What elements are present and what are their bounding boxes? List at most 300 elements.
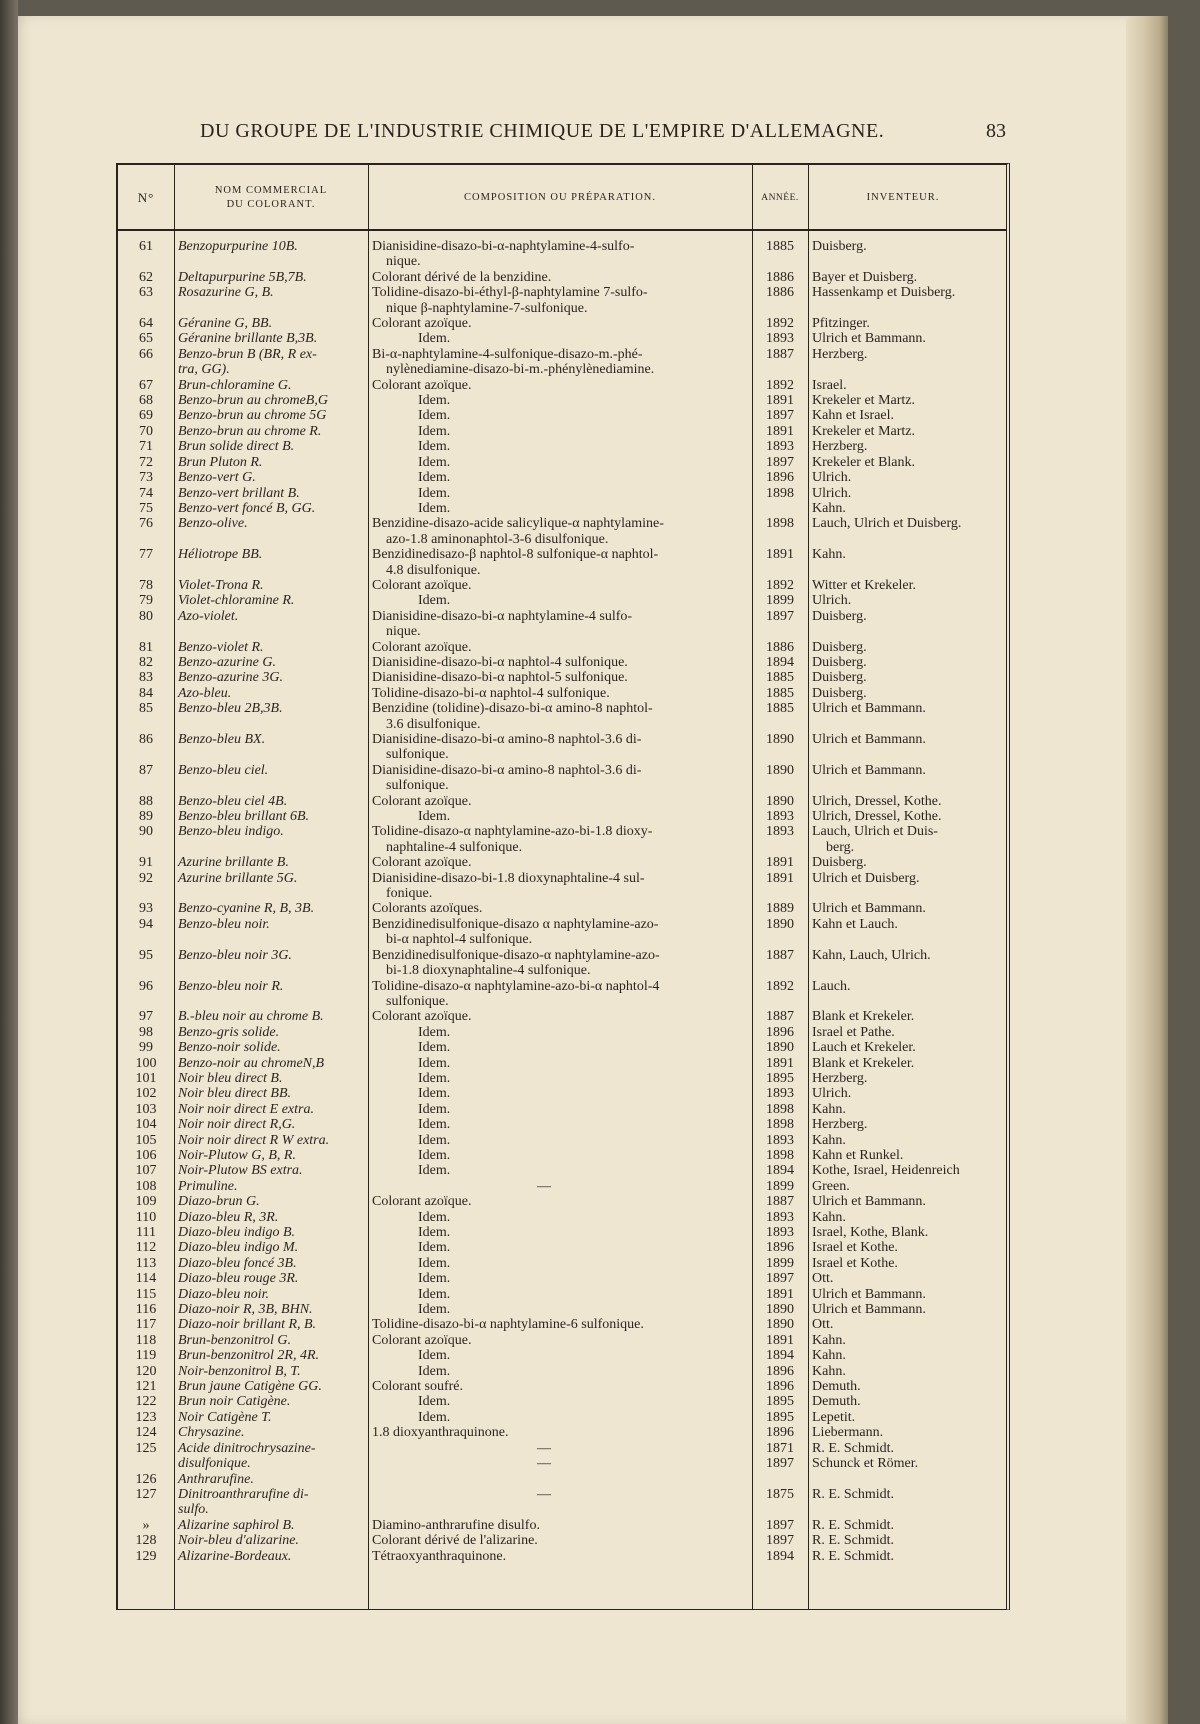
dye-name-line: Benzo-bleu noir R.: [178, 978, 284, 994]
dye-name: [174, 1302, 368, 1317]
table-row: [118, 1117, 1006, 1132]
inventor-line: Blank et Krekeler.: [812, 1055, 915, 1071]
year: [752, 501, 808, 516]
dye-name: [174, 670, 368, 685]
year-value: 1895: [766, 1070, 794, 1086]
composition-line: Idem.: [418, 1394, 451, 1410]
year: [752, 901, 808, 916]
year-value: 1886: [766, 639, 794, 655]
row-number: 64: [139, 316, 153, 332]
composition-line: Colorant azoïque.: [372, 377, 472, 393]
table-row: [118, 1102, 1006, 1117]
composition: [368, 1410, 752, 1425]
composition-line: sulfonique.: [386, 993, 449, 1009]
composition-line: Benzidine (tolidine)-disazo-bi-α amino-8 naphtol-: [372, 701, 653, 717]
composition: [368, 455, 752, 470]
dye-name-line: Diazo-bleu indigo M.: [178, 1240, 299, 1256]
table-row: [118, 917, 1006, 948]
year: [752, 316, 808, 331]
inventor: [808, 917, 998, 948]
table-row: [118, 1379, 1006, 1394]
composition-line: Idem.: [418, 1240, 451, 1256]
composition-line: Idem.: [418, 1348, 451, 1364]
table-row: [118, 1194, 1006, 1209]
year: [752, 1040, 808, 1055]
row-number: 72: [139, 454, 153, 470]
year: [752, 424, 808, 439]
table-row: [118, 239, 1006, 270]
row-number: 112: [135, 1240, 157, 1256]
dye-name: [174, 1317, 368, 1332]
year-value: 1899: [766, 1255, 794, 1271]
dye-name-line: Acide dinitrochrysazine-: [178, 1440, 316, 1456]
composition-line: Idem.: [418, 1286, 451, 1302]
dye-name: [174, 1364, 368, 1379]
composition: [368, 1194, 752, 1209]
table-row: [118, 593, 1006, 608]
dye-name-line: Diazo-bleu R, 3R.: [178, 1209, 279, 1225]
year: [752, 1240, 808, 1255]
composition-line: Idem.: [418, 1132, 451, 1148]
year: [752, 732, 808, 763]
composition-line: Idem.: [418, 1055, 451, 1071]
composition-line: nique β-naphtylamine-7-sulfonique.: [386, 300, 588, 316]
inventor-line: Ulrich.: [812, 1086, 852, 1102]
row-number: 67: [139, 377, 153, 393]
dye-name: [174, 347, 368, 378]
dye-name-line: Benzo-azurine G.: [178, 654, 276, 670]
row-number: 104: [135, 1117, 157, 1133]
composition-line: Tolidine-disazo-bi-éthyl-β-naphtylamine 7-sulfo-: [372, 285, 648, 301]
composition: [368, 1302, 752, 1317]
dye-name-line: Benzo-bleu BX.: [178, 732, 266, 747]
table-row: [118, 1009, 1006, 1024]
composition: [368, 408, 752, 423]
dye-name-line: Noir-Plutow BS extra.: [178, 1163, 303, 1179]
inventor: [808, 578, 998, 593]
inventor: [808, 393, 998, 408]
year: [752, 794, 808, 809]
row-number: 124: [135, 1425, 157, 1441]
composition: [368, 1117, 752, 1132]
row-number: 99: [139, 1040, 153, 1056]
year-value: 1893: [766, 1225, 794, 1240]
dye-name-line: Noir noir direct R,G.: [178, 1117, 296, 1133]
row-number: 120: [135, 1363, 157, 1379]
inventor: [808, 547, 998, 578]
inventor: [808, 1287, 998, 1302]
dye-name: [174, 1163, 368, 1178]
dye-name-line: Azurine brillante 5G.: [178, 870, 298, 886]
composition-line: Dianisidine-disazo-bi-α amino-8 naphtol-3.6 di-: [372, 732, 642, 747]
year-value: 1890: [766, 1302, 794, 1318]
dye-name-line: Benzo-gris solide.: [178, 1024, 280, 1040]
inventor: [808, 1302, 998, 1317]
inventor: [808, 347, 998, 378]
year: [752, 871, 808, 902]
inventor: [808, 794, 998, 809]
year: [752, 270, 808, 285]
year-value: 1887: [766, 1009, 794, 1025]
year: [752, 1394, 808, 1409]
year: [752, 609, 808, 640]
composition-line: Idem.: [418, 1209, 451, 1225]
composition-line: Idem.: [418, 454, 451, 470]
composition-line: Idem.: [418, 470, 451, 486]
row-number: 69: [139, 408, 153, 424]
year-value: 1898: [766, 1101, 794, 1117]
dye-name: [174, 1148, 368, 1163]
table-row: [118, 1225, 1006, 1240]
inventor-line: Kahn et Runkel.: [812, 1147, 904, 1163]
inventor: [808, 1086, 998, 1101]
row-number: 101: [135, 1070, 157, 1086]
inventor-line: R. E. Schmidt.: [812, 1486, 895, 1502]
dye-name: [174, 609, 368, 640]
year: [752, 378, 808, 393]
year-value: 1898: [766, 485, 794, 501]
year: [752, 1518, 808, 1533]
year-value: 1893: [766, 1209, 794, 1225]
row-number: 66: [139, 346, 153, 362]
composition: [368, 901, 752, 916]
dye-name-line: Benzo-noir solide.: [178, 1040, 281, 1056]
inventor: [808, 1102, 998, 1117]
table-row: [118, 1163, 1006, 1178]
dye-name: [174, 1194, 368, 1209]
dye-name: [174, 640, 368, 655]
composition: [368, 1256, 752, 1271]
inventor-line: berg.: [826, 839, 855, 855]
inventor: [808, 1148, 998, 1163]
row-number: 126: [135, 1471, 157, 1487]
composition-line: nylènediamine-disazo-bi-m.-phénylènediamine.: [386, 362, 655, 378]
table-row: [118, 871, 1006, 902]
year: [752, 439, 808, 454]
inventor-line: Ulrich et Bammann.: [812, 331, 926, 347]
composition-line: Colorant azoïque.: [372, 1332, 472, 1348]
row-number: 84: [139, 685, 153, 701]
composition-line: sulfonique.: [386, 778, 449, 794]
composition: [368, 640, 752, 655]
inventor: [808, 686, 998, 701]
dye-name-line: Benzo-olive.: [178, 516, 248, 532]
dye-name-line: Alizarine saphirol B.: [178, 1517, 295, 1533]
composition-line: —: [537, 1486, 551, 1502]
dye-name: [174, 578, 368, 593]
inventor-line: R. E. Schmidt.: [812, 1440, 895, 1456]
row-number: 79: [139, 593, 153, 609]
dye-name-line: Noir Catigène T.: [178, 1409, 272, 1425]
dye-name-line: B.-bleu noir au chrome B.: [178, 1009, 324, 1025]
composition: [368, 1394, 752, 1409]
year-value: 1890: [766, 762, 794, 778]
composition: [368, 316, 752, 331]
year: [752, 1025, 808, 1040]
dye-name: [174, 1518, 368, 1533]
header-inventor: INVENTEUR.: [866, 192, 940, 203]
row-number: 114: [135, 1271, 157, 1287]
composition: [368, 1009, 752, 1024]
row-number: 108: [135, 1178, 157, 1194]
dye-name: [174, 1333, 368, 1348]
dye-name-line: Diazo-bleu foncé 3B.: [178, 1255, 297, 1271]
composition: [368, 1364, 752, 1379]
year: [752, 1379, 808, 1394]
composition-line: bi-α naphtol-4 sulfonique.: [386, 932, 533, 948]
dye-name: [174, 979, 368, 1010]
inventor: [808, 1441, 998, 1472]
table-row: [118, 1133, 1006, 1148]
inventor: [808, 501, 998, 516]
inventor-line: Kahn.: [812, 500, 846, 516]
inventor-line: Duisberg.: [812, 639, 867, 655]
composition-line: Tolidine-disazo-α naphtylamine-azo-bi-1.8 dioxy-: [372, 824, 653, 840]
row-number: 129: [135, 1548, 157, 1564]
inventor: [808, 1364, 998, 1379]
table-row: [118, 824, 1006, 855]
table-row: [118, 470, 1006, 485]
composition-line: Dianisidine-disazo-bi-α-naphtylamine-4-sulfo-: [372, 239, 635, 254]
inventor: [808, 1040, 998, 1055]
composition: [368, 609, 752, 640]
year: [752, 1133, 808, 1148]
composition-line: —: [537, 1178, 551, 1194]
dye-name: [174, 1441, 368, 1472]
year: [752, 408, 808, 423]
dye-name: [174, 686, 368, 701]
year: [752, 1256, 808, 1271]
dye-name: [174, 1472, 368, 1487]
year: [752, 1549, 808, 1564]
inventor: [808, 1194, 998, 1209]
dye-name-line: Noir bleu direct B.: [178, 1070, 283, 1086]
composition: [368, 1148, 752, 1163]
table-row: [118, 1549, 1006, 1564]
composition-line: Idem.: [418, 809, 451, 825]
dye-name: [174, 331, 368, 346]
inventor: [808, 655, 998, 670]
dye-name-line: Chrysazine.: [178, 1425, 245, 1441]
row-number: 81: [139, 639, 153, 655]
year: [752, 1425, 808, 1440]
inventor: [808, 640, 998, 655]
row-number: 61: [139, 239, 153, 254]
table-row: [118, 948, 1006, 979]
year-value: 1887: [766, 346, 794, 362]
year: [752, 239, 808, 270]
year-value: 1896: [766, 1363, 794, 1379]
composition-line: Colorant dérivé de la benzidine.: [372, 269, 552, 285]
inventor: [808, 439, 998, 454]
composition-line: Idem.: [418, 500, 451, 516]
inventor-line: Israel.: [812, 377, 847, 393]
year: [752, 486, 808, 501]
inventor: [808, 1009, 998, 1024]
composition: [368, 871, 752, 902]
inventor: [808, 1518, 998, 1533]
table-row: [118, 1394, 1006, 1409]
composition-line: —: [537, 1456, 551, 1472]
table-row: [118, 331, 1006, 346]
composition-line: Colorant azoïque.: [372, 855, 472, 871]
inventor-line: Duisberg.: [812, 855, 867, 871]
row-number: 65: [139, 331, 153, 347]
inventor-line: Lauch et Krekeler.: [812, 1040, 916, 1056]
row-number: 75: [139, 500, 153, 516]
inventor-line: Pfitzinger.: [812, 316, 870, 332]
year: [752, 686, 808, 701]
table-row: [118, 486, 1006, 501]
inventor-line: Demuth.: [812, 1394, 861, 1410]
composition-line: Dianisidine-disazo-bi-α amino-8 naphtol-3.6 di-: [372, 762, 642, 778]
dye-name: [174, 1256, 368, 1271]
composition: [368, 1102, 752, 1117]
dye-name: [174, 1117, 368, 1132]
dye-name-line: Rosazurine G, B.: [178, 285, 274, 301]
row-number: 109: [135, 1194, 157, 1210]
year-value: 1894: [766, 1348, 794, 1364]
inventor-line: Ott.: [812, 1317, 834, 1333]
inventor-line: Herzberg.: [812, 1117, 868, 1133]
dye-name: [174, 1425, 368, 1440]
inventor-line: Ulrich et Bammann.: [812, 901, 926, 917]
inventor-line: Duisberg.: [812, 685, 867, 701]
inventor-line: Duisberg.: [812, 654, 867, 670]
composition-line: Idem.: [418, 1225, 451, 1240]
row-number: »: [142, 1517, 150, 1533]
composition-line: Idem.: [418, 1163, 451, 1179]
inventor: [808, 331, 998, 346]
year: [752, 516, 808, 547]
composition-line: Idem.: [418, 1024, 451, 1040]
row-number: 94: [139, 916, 153, 932]
year: [752, 1472, 808, 1487]
dye-name: [174, 1549, 368, 1564]
row-number: 110: [135, 1209, 157, 1225]
dye-name-line: Benzo-vert G.: [178, 470, 256, 486]
inventor-line: Schunck et Römer.: [812, 1456, 919, 1472]
year-value: 1897: [766, 1456, 794, 1472]
composition: [368, 470, 752, 485]
composition: [368, 501, 752, 516]
row-number: 90: [139, 824, 153, 840]
dye-name: [174, 794, 368, 809]
inventor: [808, 1179, 998, 1194]
dye-name-line: Noir bleu direct BB.: [178, 1086, 292, 1102]
inventor: [808, 1256, 998, 1271]
dye-name: [174, 1240, 368, 1255]
composition: [368, 763, 752, 794]
year: [752, 455, 808, 470]
year-value: 1891: [766, 1055, 794, 1071]
composition: [368, 393, 752, 408]
composition: [368, 1056, 752, 1071]
year-value: 1893: [766, 824, 794, 840]
row-number: 87: [139, 762, 153, 778]
year: [752, 285, 808, 316]
dye-name-line: Brun jaune Catigène GG.: [178, 1379, 322, 1395]
dye-name-line: Benzo-brun au chrome 5G: [178, 408, 327, 424]
year-value: 1892: [766, 577, 794, 593]
inventor-line: Ulrich et Bammann.: [812, 1286, 926, 1302]
inventor-line: Duisberg.: [812, 670, 867, 686]
year-value: 1891: [766, 423, 794, 439]
composition: [368, 948, 752, 979]
inventor-line: Kahn.: [812, 1132, 846, 1148]
row-number: 116: [135, 1302, 157, 1318]
inventor: [808, 1071, 998, 1086]
dye-name-line: Benzo-bleu brillant 6B.: [178, 809, 310, 825]
inventor: [808, 1533, 998, 1548]
year: [752, 1148, 808, 1163]
composition-line: Idem.: [418, 1271, 451, 1287]
dye-name: [174, 424, 368, 439]
composition: [368, 424, 752, 439]
row-number: 103: [135, 1101, 157, 1117]
composition-line: Idem.: [418, 1117, 451, 1133]
table-row: [118, 1333, 1006, 1348]
composition: [368, 1071, 752, 1086]
dye-name-line: Noir-bleu d'alizarine.: [178, 1533, 299, 1549]
year: [752, 809, 808, 824]
composition: [368, 1533, 752, 1548]
composition: [368, 1240, 752, 1255]
composition-line: Colorant azoïque.: [372, 639, 472, 655]
inventor-line: Kahn.: [812, 1348, 846, 1364]
dye-name-line: Brun-chloramine G.: [178, 377, 292, 393]
composition: [368, 486, 752, 501]
row-number: 70: [139, 423, 153, 439]
row-number: 119: [135, 1348, 157, 1364]
header-rule: [118, 229, 1006, 231]
inventor-line: R. E. Schmidt.: [812, 1517, 895, 1533]
dye-name: [174, 1410, 368, 1425]
composition-line: Bi-α-naphtylamine-4-sulfonique-disazo-m.-phé-: [372, 346, 643, 362]
inventor: [808, 1410, 998, 1425]
dye-name-line: Benzo-brun au chromeB,G: [178, 393, 328, 409]
year-value: 1896: [766, 1024, 794, 1040]
inventor-line: Hassenkamp et Duisberg.: [812, 285, 956, 301]
inventor-line: Herzberg.: [812, 439, 868, 455]
row-number: 96: [139, 978, 153, 994]
inventor: [808, 316, 998, 331]
dye-name: [174, 1487, 368, 1518]
dye-name-line: Benzo-bleu 2B,3B.: [178, 701, 283, 717]
table-row: [118, 1179, 1006, 1194]
year: [752, 1333, 808, 1348]
dye-name-line: Benzopurpurine 10B.: [178, 239, 298, 254]
dye-name: [174, 239, 368, 270]
header-name: NOM COMMERCIAL DU COLORANT.: [214, 185, 328, 210]
table-row: [118, 1317, 1006, 1332]
dye-name-line: Benzo-cyanine R, B, 3B.: [178, 901, 315, 917]
table-row: [118, 1425, 1006, 1440]
composition-line: Colorant azoïque.: [372, 1194, 472, 1210]
year: [752, 1163, 808, 1178]
inventor: [808, 1117, 998, 1132]
composition: [368, 686, 752, 701]
year: [752, 1086, 808, 1101]
table-row: [118, 686, 1006, 701]
table-row: [118, 1364, 1006, 1379]
dye-name-line: Noir-Plutow G, B, R.: [178, 1147, 296, 1163]
inventor: [808, 516, 998, 547]
inventor-line: Kothe, Israel, Heidenreich: [812, 1163, 960, 1179]
year-value: 1885: [766, 239, 794, 254]
composition: [368, 578, 752, 593]
dye-name: [174, 470, 368, 485]
